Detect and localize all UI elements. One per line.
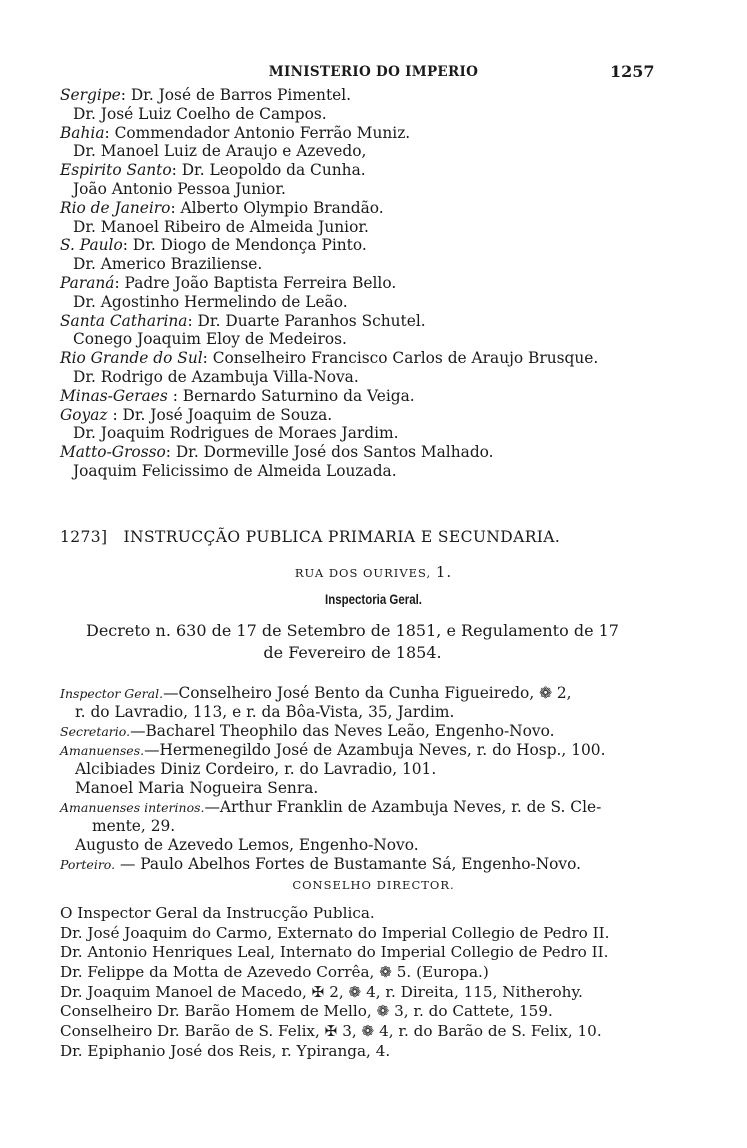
deputy-line: [60, 180, 710, 199]
staff-line: [60, 855, 710, 874]
council-members-list: [60, 904, 710, 1062]
province-label: Rio Grande do Sul: [60, 349, 203, 368]
deputy-name: : Dr. Leopoldo da Cunha.: [171, 161, 366, 180]
section-heading: [60, 528, 560, 546]
province-label: Bahia: [60, 123, 105, 142]
deputy-name: : Dr. Duarte Paranhos Schutel.: [187, 311, 426, 330]
deputy-line: [60, 406, 710, 425]
staff-line: [60, 703, 710, 722]
address-number: 1.: [435, 563, 453, 581]
council-member: Dr. José Joaquim do Carmo, Externato do Imperial Collegio de Pedro II.: [60, 923, 610, 942]
staff-entry-text: —Arthur Franklin de Azambuja Neves, r. de S. Cle-: [204, 798, 602, 816]
address-street: RUA DOS OURIVES,: [294, 566, 432, 580]
section-number: 1273]: [60, 528, 108, 546]
deputy-line: [60, 274, 710, 293]
section-address: [0, 563, 747, 581]
deputy-name: : Bernardo Saturnino da Veiga.: [167, 386, 415, 405]
deputy-name: Dr. José Luiz Coelho de Campos.: [73, 104, 327, 123]
province-label: Matto-Grosso: [60, 443, 166, 462]
province-label: Sergipe: [60, 86, 121, 104]
deputy-name: : Dr. Diogo de Mendonça Pinto.: [122, 236, 367, 255]
deputy-line: [60, 236, 710, 255]
deputy-line: [60, 312, 710, 331]
deputy-name: Dr. Americo Braziliense.: [73, 255, 263, 274]
decree-reference: [60, 620, 645, 664]
staff-role-label: Porteiro.: [60, 857, 116, 872]
staff-entry-text: r. do Lavradio, 113, e r. da Bôa-Vista, 35, Jardim.: [75, 703, 455, 721]
staff-line: [60, 684, 710, 703]
staff-list: [60, 684, 710, 874]
council-member: Dr. Epiphanio José dos Reis, r. Ypiranga, 4.: [60, 1041, 391, 1060]
deputy-name: Dr. Rodrigo de Azambuja Villa-Nova.: [73, 367, 359, 386]
deputy-name: : Dr. José Joaquim de Souza.: [107, 405, 333, 424]
council-member: Conselheiro Dr. Barão Homem de Mello, ❁ 3, r. do Cattete, 159.: [60, 1002, 553, 1021]
section-title: INSTRUCÇÃO PUBLICA PRIMARIA E SECUNDARIA.: [123, 528, 561, 546]
deputy-line: [60, 349, 710, 368]
deputy-line: [60, 124, 710, 143]
deputy-line: [60, 218, 710, 237]
province-label: Santa Catharina: [60, 311, 188, 330]
decree-line-2: de Fevereiro de 1854.: [263, 643, 442, 662]
staff-line: [60, 722, 710, 741]
deputy-name: Conego Joaquim Eloy de Medeiros.: [73, 330, 347, 349]
staff-entry-text: mente, 29.: [92, 817, 176, 835]
province-label: Espirito Santo: [60, 161, 172, 180]
deputy-name: João Antonio Pessoa Junior.: [73, 179, 286, 198]
council-title: CONSELHO DIRECTOR.: [292, 878, 455, 892]
running-header-title: MINISTERIO DO IMPERIO: [268, 64, 479, 80]
deputy-name: Dr. Agostinho Hermelindo de Leão.: [73, 292, 348, 311]
page-number: 1257: [610, 62, 655, 81]
deputy-line: [60, 142, 710, 161]
deputy-line: [60, 255, 710, 274]
deputy-name: : Commendador Antonio Ferrão Muniz.: [104, 123, 411, 142]
staff-entry-text: — Paulo Abelhos Fortes de Bustamante Sá, Engenho-Novo.: [115, 855, 582, 873]
deputy-line: [60, 443, 710, 462]
deputy-name: : Padre João Baptista Ferreira Bello.: [114, 273, 397, 292]
staff-entry-text: Alcibiades Diniz Cordeiro, r. do Lavradio, 101.: [75, 760, 437, 778]
deputy-line: [60, 161, 710, 180]
deputy-name: : Conselheiro Francisco Carlos de Araujo Brusque.: [202, 349, 599, 368]
staff-line: [60, 836, 710, 855]
staff-line: [60, 760, 710, 779]
staff-line: [60, 798, 710, 817]
deputy-line: [60, 330, 710, 349]
staff-entry-text: Augusto de Azevedo Lemos, Engenho-Novo.: [75, 836, 419, 854]
decree-line-1: Decreto n. 630 de 17 de Setembro de 1851, e Regulamento de 17: [86, 621, 619, 640]
staff-line: [60, 779, 710, 798]
deputy-line: [60, 368, 710, 387]
deputy-name: : Dr. José de Barros Pimentel.: [120, 86, 352, 104]
staff-entry-text: —Bacharel Theophilo das Neves Leão, Engenho-Novo.: [130, 722, 555, 740]
deputy-line: [60, 424, 710, 443]
deputy-line: [60, 293, 710, 312]
province-label: Paraná: [60, 273, 115, 292]
deputy-name: : Dr. Dormeville José dos Santos Malhado.: [165, 443, 494, 462]
deputy-line: [60, 199, 710, 218]
council-member: Conselheiro Dr. Barão de S. Felix, ✠ 3, ❁ 4, r. do Barão de S. Felix, 10.: [60, 1022, 602, 1041]
staff-role-label: Secretario.: [60, 724, 131, 739]
staff-entry-text: —Hermenegildo José de Azambuja Neves, r. do Hosp., 100.: [144, 741, 606, 759]
council-member: Dr. Felippe da Motta de Azevedo Corrêa, ❁ 5. (Europa.): [60, 963, 489, 982]
deputy-line: [60, 462, 710, 481]
deputies-list: [60, 86, 710, 481]
deputy-name: Dr. Joaquim Rodrigues de Moraes Jardim.: [73, 424, 399, 443]
staff-role-label: Amanuenses interinos.: [60, 800, 205, 815]
staff-role-label: Inspector Geral.: [60, 686, 164, 701]
deputy-line: [60, 86, 710, 105]
section-subtitle: Inspectoria Geral.: [325, 592, 422, 607]
staff-entry-text: Manoel Maria Nogueira Senra.: [75, 779, 319, 797]
staff-line: [60, 817, 710, 836]
deputy-line: [60, 105, 710, 124]
staff-role-label: Amanuenses.: [60, 743, 145, 758]
deputy-name: Dr. Manoel Ribeiro de Almeida Junior.: [73, 217, 369, 236]
deputy-name: Dr. Manoel Luiz de Araujo e Azevedo,: [73, 142, 367, 161]
deputy-line: [60, 387, 710, 406]
province-label: Rio de Janeiro: [60, 198, 171, 217]
province-label: S. Paulo: [60, 236, 123, 255]
deputy-name: Joaquim Felicissimo de Almeida Louzada.: [73, 461, 397, 480]
council-member: O Inspector Geral da Instrucção Publica.: [60, 904, 375, 922]
deputy-name: : Alberto Olympio Brandão.: [170, 198, 384, 217]
province-label: Minas-Geraes: [60, 386, 168, 405]
province-label: Goyaz: [60, 405, 108, 424]
council-member: Dr. Joaquim Manoel de Macedo, ✠ 2, ❁ 4, r. Direita, 115, Nitherohy.: [60, 982, 583, 1001]
staff-entry-text: —Conselheiro José Bento da Cunha Figueiredo, ❁ 2,: [163, 684, 572, 702]
staff-line: [60, 741, 710, 760]
council-member: Dr. Antonio Henriques Leal, Internato do Imperial Collegio de Pedro II.: [60, 943, 609, 962]
